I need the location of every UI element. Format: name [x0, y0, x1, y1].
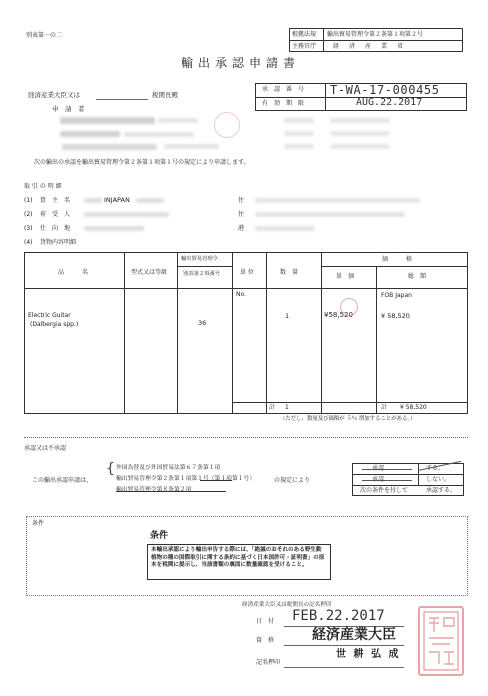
decision-suffix: の規定により	[274, 477, 311, 484]
redacted-applicant-name	[60, 117, 155, 124]
addressee: 経済産業大臣又は	[28, 91, 80, 99]
total-amount: ¥ 58,520	[400, 404, 427, 411]
conditions-label: 条件	[32, 520, 45, 527]
col-header-control-sub: 別表第２項番号	[183, 271, 221, 277]
seal-pattern-icon	[420, 608, 462, 674]
decision-reject-do: しない。	[426, 476, 451, 483]
decision-option-law: 外国為替及び外国貿易法第６７条第１項	[116, 465, 221, 471]
applicant-seal	[214, 112, 240, 138]
col-header-amount: 総 額	[408, 273, 427, 280]
party-num: (1)	[24, 197, 33, 204]
approval-number: T-WA-17-000455	[330, 83, 440, 97]
decision-option-order: 輸出貿易管理令第２条第１項第１号（第１項第１号）	[116, 476, 256, 482]
law-label: 根拠法規	[292, 31, 317, 38]
ministry-value: 経 済 産 業 省	[333, 43, 406, 50]
amount-value: ¥ 58,520	[381, 312, 410, 320]
party-label-consignee: 荷 受 人	[40, 211, 71, 218]
decision-approve-do: する。	[426, 465, 445, 472]
decision-reject: 承認	[372, 476, 385, 483]
redacted-applicant-address	[60, 131, 120, 137]
page-title: 輸出承認申請書	[181, 56, 301, 70]
conditions-text: 本輸出承認により輸出申告する際には、「絶滅のおそれのある野生動植物の種の国際取引に関する条約に基づく日本国許可・証明書」の原本を税関に提示し、当該書類の裏面に数量確認を受けること。	[147, 544, 331, 580]
law-value: 輸出貿易管理令第２条第１項第２号	[327, 31, 424, 38]
goods-name-species: (Dalbergia spp.)	[30, 321, 79, 328]
correction-seal	[340, 298, 358, 316]
col-header-unit: 単 位	[240, 269, 254, 276]
signature-date: FEB.22.2017	[292, 608, 385, 624]
party-num: (4)	[24, 239, 33, 246]
decision-title: 承認又は不承認	[24, 445, 67, 452]
party-value-buyer: INJAPAN	[104, 196, 130, 204]
decision-subject: この輸出承認申請は、	[32, 477, 93, 484]
addressee-suffix: 税関長殿	[152, 91, 178, 99]
party-label-buyer: 買 主 名	[40, 197, 71, 204]
col-header-name: 品 名	[58, 269, 89, 276]
total-label-amount: 計	[381, 404, 388, 411]
signature-header: 経済産業大臣又は税関長の記名押印	[242, 602, 332, 608]
ministry-label: 主務官庁	[292, 43, 317, 50]
official-seal	[418, 606, 464, 676]
goods-name: Electric Guitar	[28, 312, 71, 319]
goods-table	[24, 252, 468, 414]
party-label-destination: 仕 向 地	[40, 225, 71, 232]
signature-official: 経済産業大臣	[312, 627, 396, 643]
approval-number-label: 承 認 番 号	[262, 86, 305, 93]
trade-terms: FOB Japan	[381, 292, 412, 299]
col-header-price: 価 格	[382, 256, 413, 263]
col-header-unit-price: 単 価	[336, 273, 355, 280]
col-header-control: 輸出貿易管理令	[181, 256, 219, 262]
parties-title: 取 引 の 明 細	[24, 183, 62, 190]
party-label-goods: 貨物内容明細	[40, 239, 77, 246]
col-header-quantity: 数 量	[280, 269, 299, 276]
total-label: 計	[269, 404, 276, 411]
unit-value: No.	[236, 291, 246, 298]
decision-conditional-do: 承認する。	[426, 487, 457, 494]
conditions-title: 条件	[150, 531, 169, 541]
table-footnote: （ただし、数量及び価額が ５％ 増加することがある。）	[280, 416, 416, 422]
form-id: 別表第一の二	[26, 32, 63, 39]
validity-label: 有 効 期 限	[262, 100, 305, 107]
decision-conditional: 次の条件を付して	[360, 487, 409, 494]
signature-official-label: 資 格	[256, 637, 275, 644]
decision-approve: 承認	[372, 465, 385, 472]
party-num: (2)	[24, 211, 33, 218]
control-number: 36	[198, 319, 207, 327]
signature-date-label: 日 付	[256, 618, 275, 625]
applicant-label: 申 請 者	[52, 105, 85, 113]
col-header-model: 型式又は等級	[131, 269, 168, 276]
quantity-value: 1	[285, 312, 290, 320]
signature-name-label: 記名押印	[256, 659, 281, 666]
unit-price-value: ¥58,520	[324, 311, 353, 319]
intro-text: 次の輸出の承認を輸出貿易管理令第２条第１項第１号の規定により申請します。	[34, 159, 250, 166]
decision-option-order-8: 輸出貿易管理令第８条第２項	[116, 487, 192, 493]
party-num: (3)	[24, 225, 33, 232]
signature-name: 世 耕 弘 成	[336, 649, 401, 660]
total-quantity: 1	[285, 404, 289, 411]
validity-date: AUG.22.2017	[356, 97, 423, 108]
